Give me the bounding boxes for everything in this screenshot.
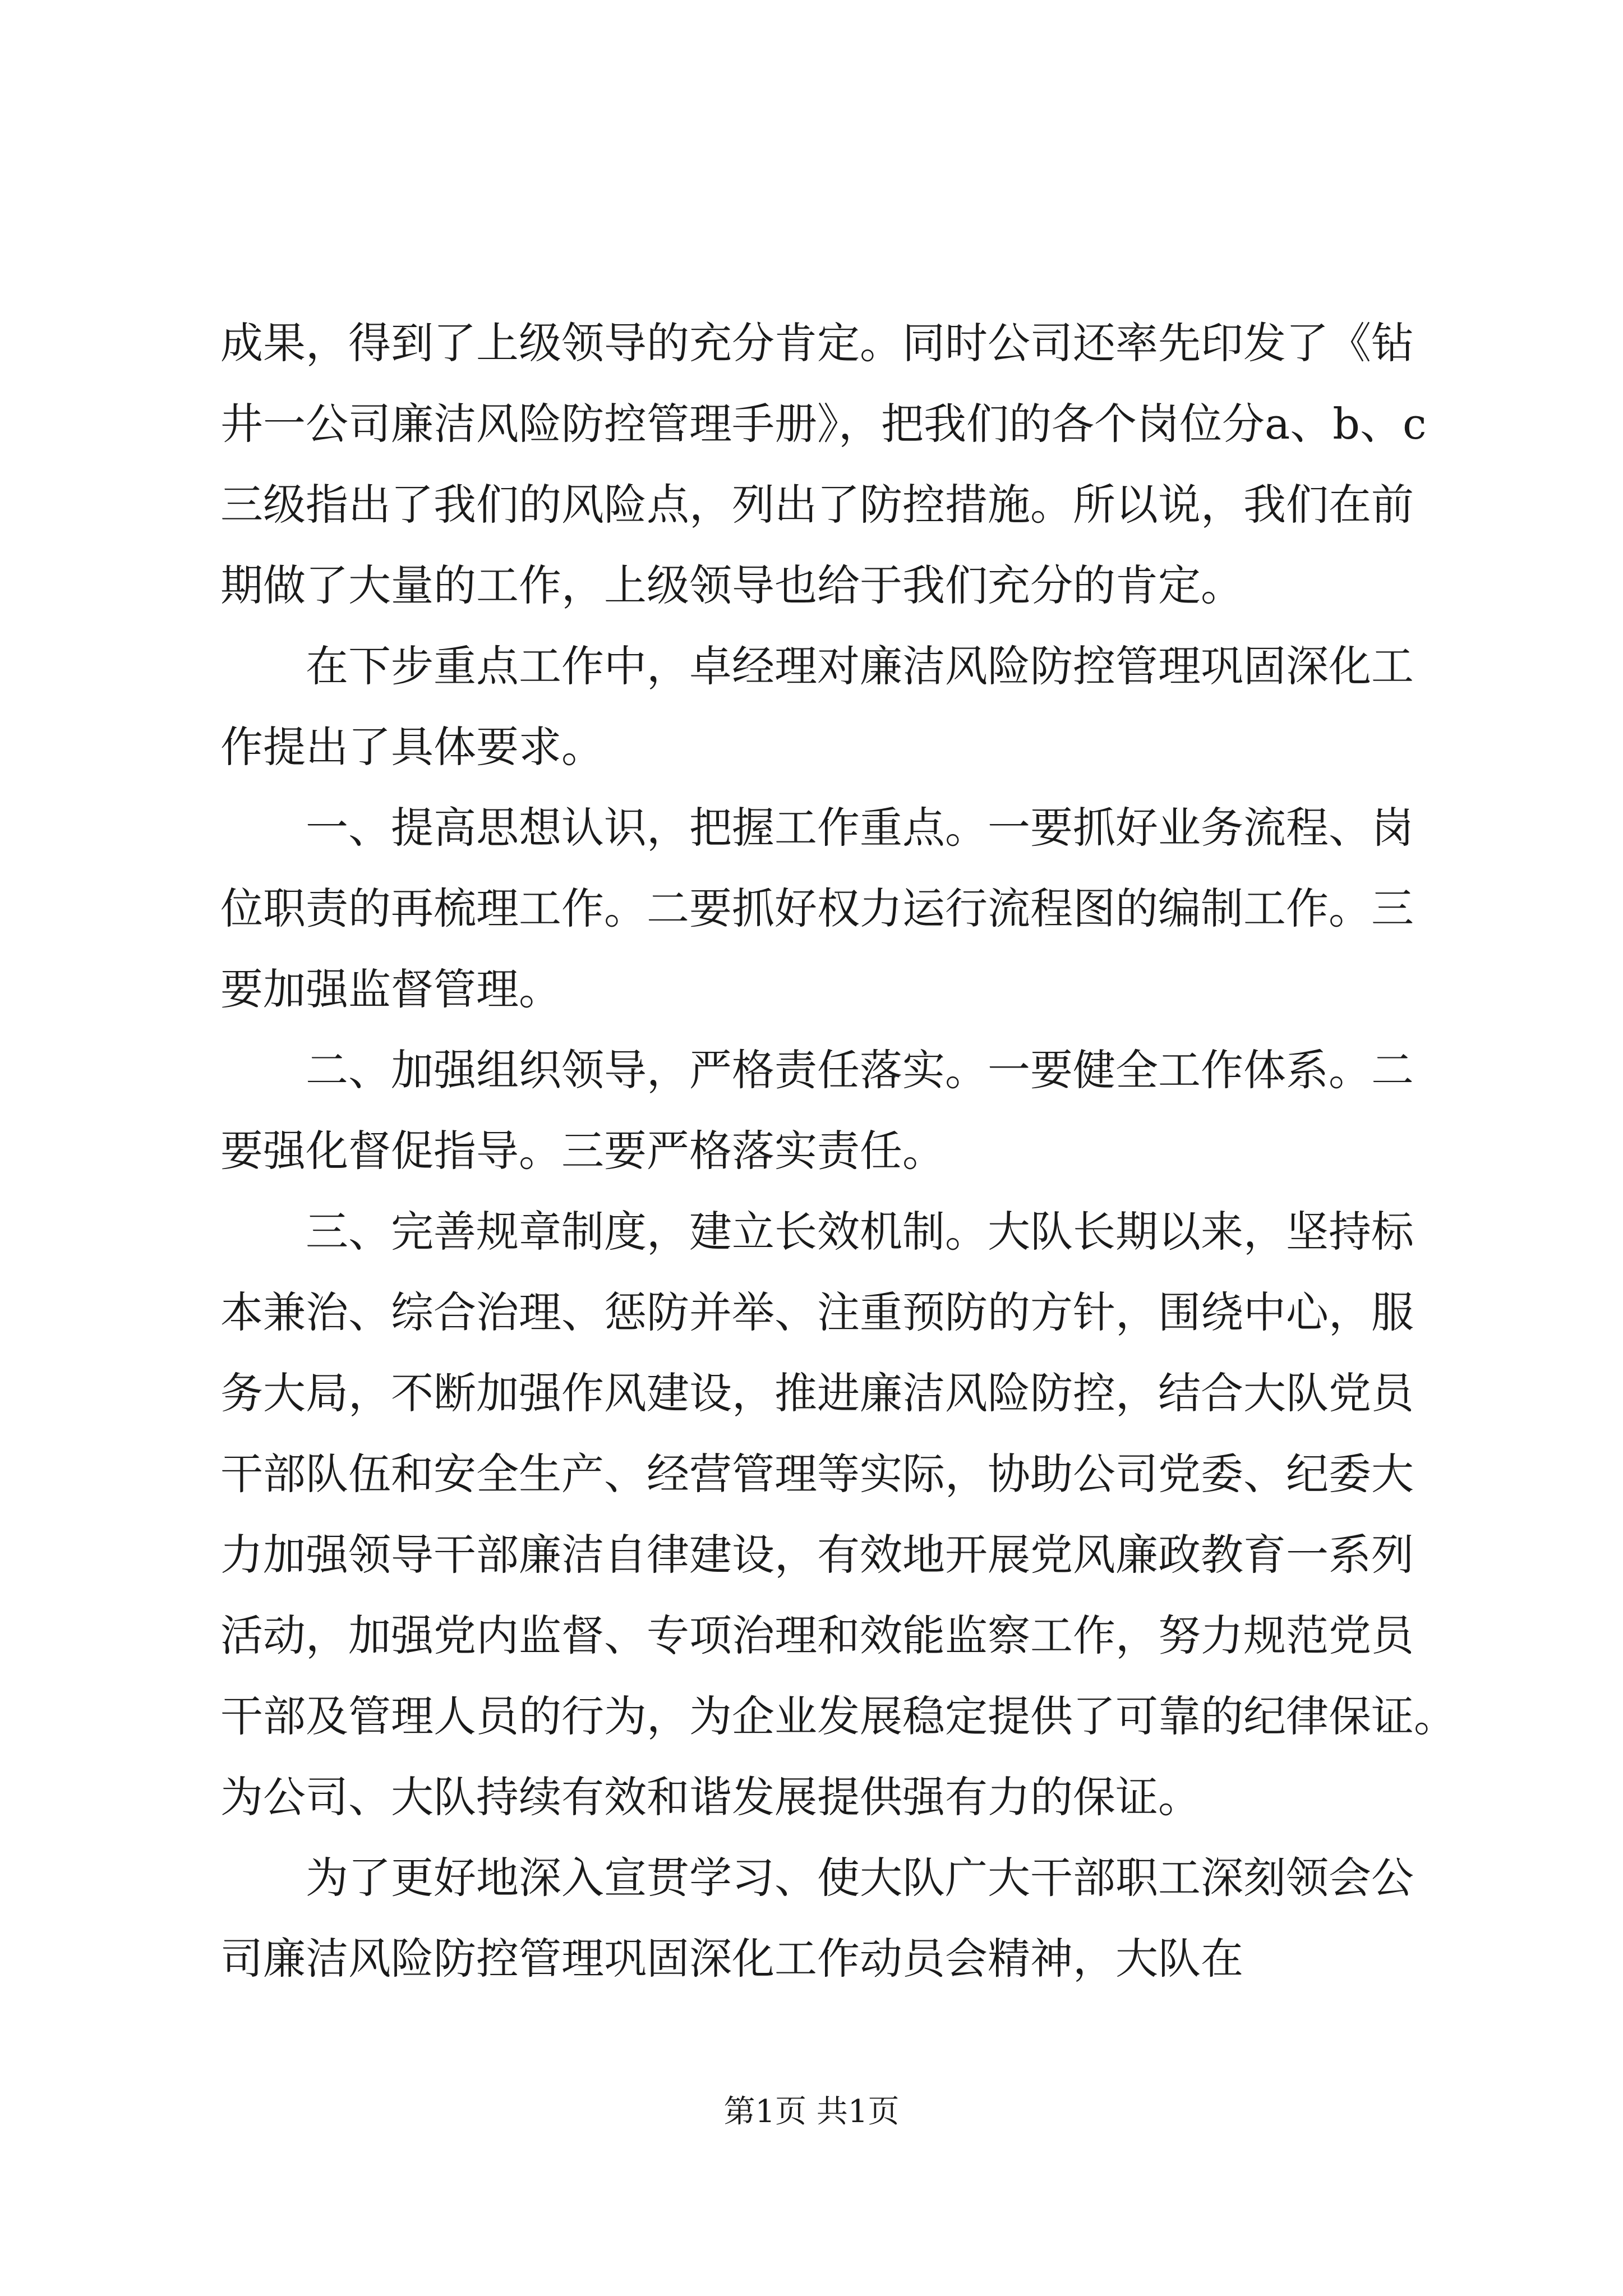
text-line: 作提出了具体要求。 bbox=[220, 722, 604, 772]
text-line: 司廉洁风险防控管理巩固深化工作动员会精神，大队在 bbox=[220, 1934, 1243, 1984]
text-line: 务大局，不断加强作风建设，推进廉洁风险防控，结合大队党员 bbox=[220, 1368, 1414, 1418]
text-line: 要加强监督管理。 bbox=[220, 964, 561, 1014]
text-line: 力加强领导干部廉洁自律建设，有效地开展党风廉政教育一系列 bbox=[220, 1530, 1414, 1580]
text-line: 干部队伍和安全生产、经营管理等实际，协助公司党委、纪委大 bbox=[220, 1449, 1414, 1499]
paragraph-start-line: 三、完善规章制度，建立长效机制。大队长期以来，坚持标 bbox=[306, 1207, 1414, 1257]
text-line: 干部及管理人员的行为，为企业发展稳定提供了可靠的纪律保证。 bbox=[220, 1691, 1456, 1741]
text-line: 期做了大量的工作，上级领导也给于我们充分的肯定。 bbox=[220, 560, 1243, 610]
paragraph-start-line: 在下步重点工作中，卓经理对廉洁风险防控管理巩固深化工 bbox=[306, 641, 1414, 691]
text-line: 为公司、大队持续有效和谐发展提供强有力的保证。 bbox=[220, 1772, 1201, 1822]
text-line: 位职责的再梳理工作。二要抓好权力运行流程图的编制工作。三 bbox=[220, 884, 1414, 933]
text-line: 三级指出了我们的风险点，列出了防控措施。所以说，我们在前 bbox=[220, 480, 1414, 530]
text-line: 本兼治、综合治理、惩防并举、注重预防的方针，围绕中心，服 bbox=[220, 1287, 1414, 1337]
text-line: 要强化督促指导。三要严格落实责任。 bbox=[220, 1126, 945, 1176]
text-line: 成果，得到了上级领导的充分肯定。同时公司还率先印发了《钻 bbox=[220, 318, 1414, 368]
page-number-footer: 第1页 共1页 bbox=[723, 2093, 900, 2130]
document-body bbox=[220, 303, 1456, 1999]
paragraph-start-line: 一、提高思想认识，把握工作重点。一要抓好业务流程、岗 bbox=[306, 803, 1414, 853]
paragraph-start-line: 二、加强组织领导，严格责任落实。一要健全工作体系。二 bbox=[306, 1045, 1414, 1095]
paragraph-start-line: 为了更好地深入宣贯学习、使大队广大干部职工深刻领会公 bbox=[306, 1853, 1414, 1903]
text-line: 井一公司廉洁风险防控管理手册》，把我们的各个岗位分a、b、c bbox=[220, 399, 1427, 449]
text-line: 活动，加强党内监督、专项治理和效能监察工作，努力规范党员 bbox=[220, 1611, 1414, 1660]
